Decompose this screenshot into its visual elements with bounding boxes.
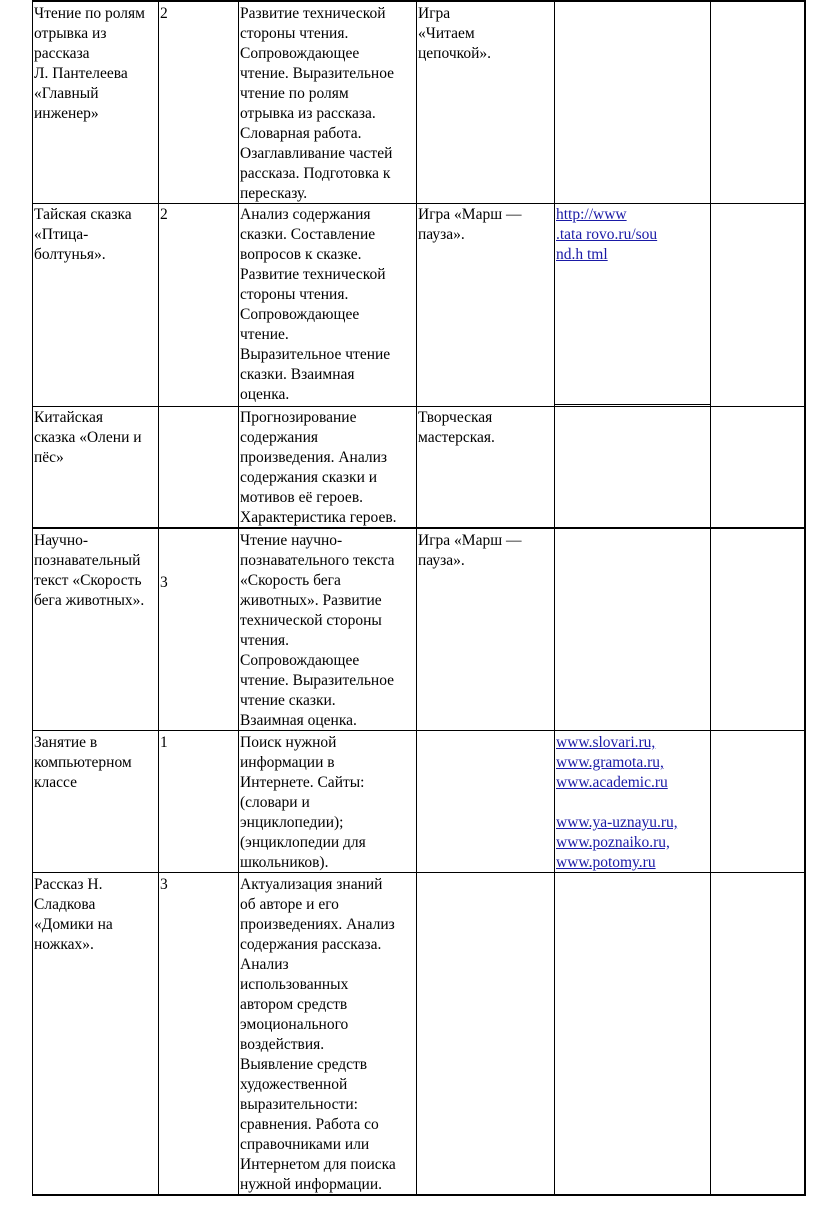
row-1-game: Игра «Читаем цепочкой».	[418, 5, 492, 62]
row-5-links	[556, 733, 708, 873]
row-4-activities: Чтение научно- познавательного текста «Скорость бега животных». Развитие технической стороны чтения. Сопровождающее чтение. Выразительное чтение сказки. Взаимная оценка.	[240, 532, 395, 729]
row-divider-1	[32, 203, 806, 204]
row-5-topic: Занятие в компьютерном классе	[34, 734, 132, 791]
row-3-activities: Прогнозирование содержания произведения. Анализ содержания сказки и мотивов её героев. Характеристика героев.	[240, 409, 397, 526]
row-2-topic: Тайская сказка «Птица- болтунья».	[34, 206, 132, 263]
link-slovari[interactable]: www.slovari.ru,	[556, 734, 656, 751]
row-5-activities: Поиск нужной информации в Интернете. Сайты: (словари и энциклопедии); (энциклопедии для школьников).	[240, 734, 366, 871]
row-divider-4	[32, 730, 806, 731]
table-col-line-5	[554, 0, 555, 1196]
table-col-line-6	[710, 0, 711, 1196]
row-5-hours: 1	[160, 734, 168, 751]
link-spacer	[556, 793, 708, 813]
table-col-line-2	[158, 0, 159, 1196]
row-6-hours: 3	[160, 876, 168, 893]
row-4-game: Игра «Марш — пауза».	[418, 532, 522, 569]
row-divider-3	[32, 527, 806, 529]
row-4-hours: 3	[160, 574, 168, 591]
table-border-bottom	[32, 1194, 806, 1196]
link-poznaiko[interactable]: www.poznaiko.ru,	[556, 834, 670, 851]
table-col-line-7	[804, 0, 806, 1196]
row-3-game: Творческая мастерская.	[418, 409, 495, 446]
table-col-line-3	[238, 0, 239, 1196]
row-2-hours: 2	[160, 206, 168, 223]
row-2-game: Игра «Марш — пауза».	[418, 206, 522, 243]
table-border-top	[32, 0, 806, 2]
row-1-activities: Развитие технической стороны чтения. Сопровождающее чтение. Выразительное чтение по ролям отрывка из рассказа. Словарная работа. Озаглавливание частей рассказа. Подготовка к пересказу.	[240, 5, 395, 202]
row-4-topic: Научно- познавательный текст «Скорость бега животных».	[34, 532, 145, 609]
link-gramota[interactable]: www.gramota.ru,	[556, 754, 664, 771]
row-divider-2	[32, 406, 806, 407]
row-6-activities: Актуализация знаний об авторе и его произведениях. Анализ содержания рассказа. Анализ использованных автором средств эмоционального воздействия. Выявление средств художественной выразительности: сравнения. Работа со справочниками или Интернетом для поиска нужной информации.	[240, 876, 396, 1193]
row-divider-2b	[554, 404, 710, 405]
row-2-activities: Анализ содержания сказки. Составление вопросов к сказке. Развитие технической стороны чтения. Сопровождающее чтение. Выразительное чтение сказки. Взаимная оценка.	[240, 206, 391, 403]
row-6-topic: Рассказ Н. Сладкова «Домики на ножках».	[34, 876, 113, 953]
link-tatarovo-3[interactable]: nd.h tml	[556, 246, 608, 263]
link-ya-uznayu[interactable]: www.ya-uznayu.ru,	[556, 814, 678, 831]
row-1-topic: Чтение по ролям отрывка из рассказа Л. Пантелеева «Главный инженер»	[34, 5, 145, 122]
link-academic[interactable]: www.academic.ru	[556, 774, 668, 791]
link-potomy[interactable]: www.potomy.ru	[556, 854, 656, 871]
row-2-links	[556, 205, 708, 265]
table-col-line-4	[416, 0, 417, 1196]
link-tatarovo-2[interactable]: .tata rovo.ru/sou	[556, 226, 658, 243]
row-3-topic: Китайская сказка «Олени и пёс»	[34, 409, 142, 466]
table-col-line-1	[32, 0, 33, 1196]
link-tatarovo-1[interactable]: http://www	[556, 206, 627, 223]
row-1-hours: 2	[160, 5, 168, 22]
